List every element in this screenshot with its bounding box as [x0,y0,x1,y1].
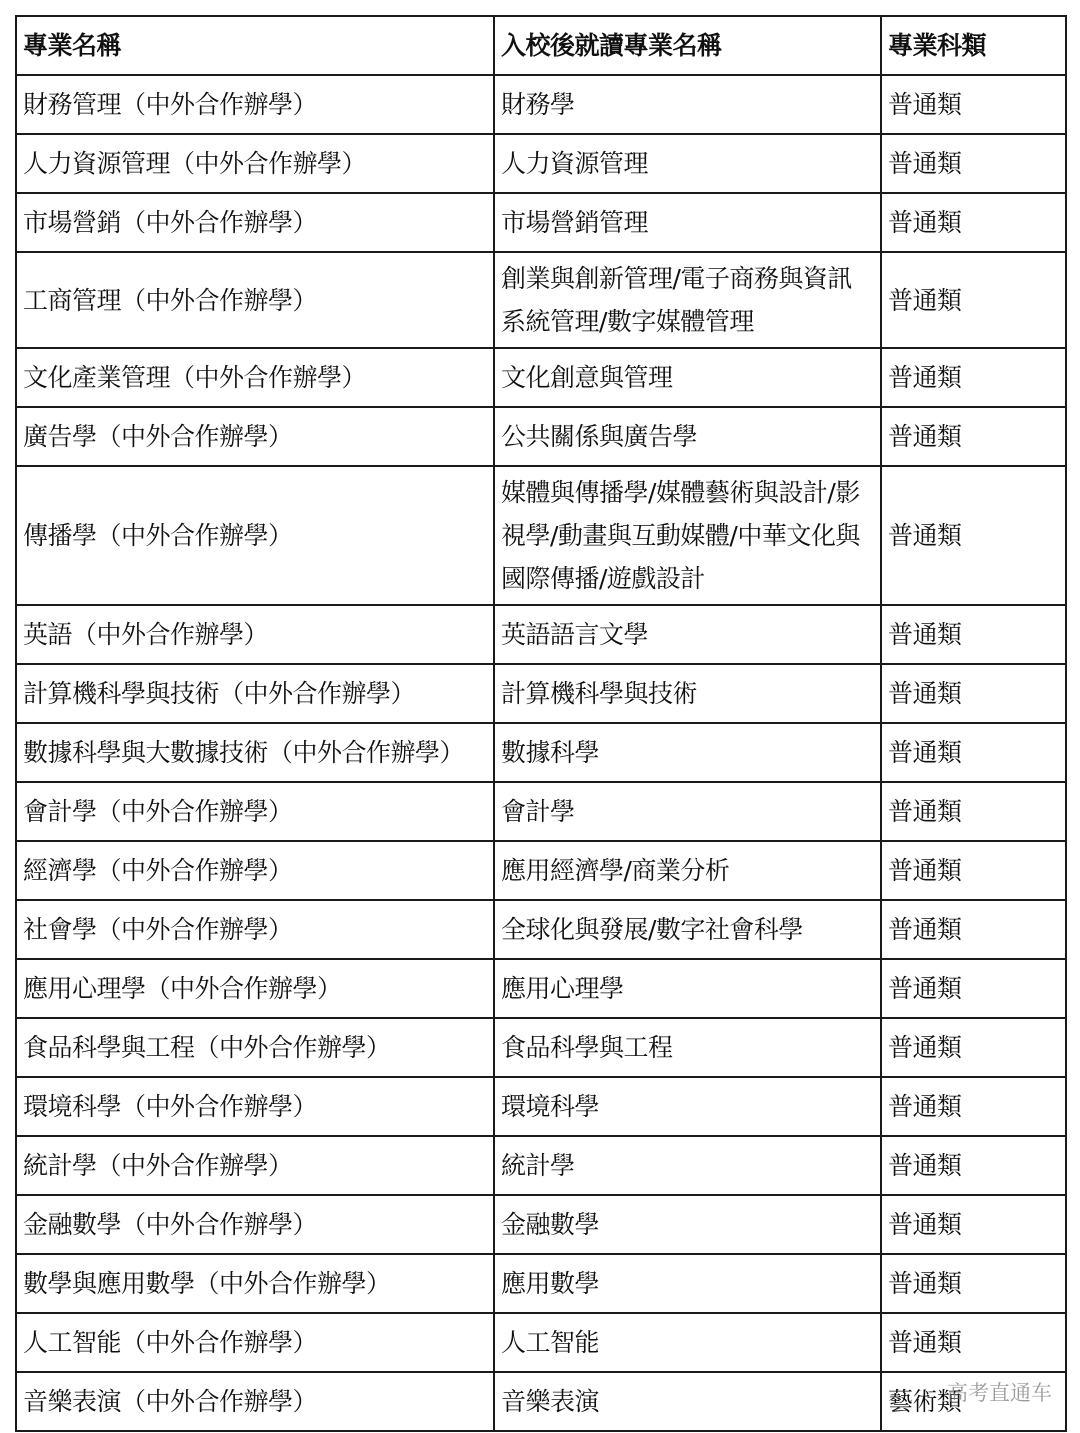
major-name-cell: 社會學（中外合作辦學） [16,900,494,959]
enrolled-major-cell: 人工智能 [494,1313,881,1372]
table-row [16,1313,1066,1372]
enrolled-major-cell: 創業與創新管理/電子商務與資訊系統管理/數字媒體管理 [494,252,881,348]
table-row [16,75,1066,134]
category-cell: 普通類 [881,1313,1066,1372]
table-row [16,841,1066,900]
enrolled-major-cell: 食品科學與工程 [494,1018,881,1077]
table-row [16,782,1066,841]
table-row [16,252,1066,348]
table-row [16,664,1066,723]
major-name-cell: 廣告學（中外合作辦學） [16,407,494,466]
enrolled-major-cell: 會計學 [494,782,881,841]
table-row [16,1254,1066,1313]
enrolled-major-cell: 公共關係與廣告學 [494,407,881,466]
table-row [16,348,1066,407]
header-enrolled-major-name: 入校後就讀專業名稱 [494,16,881,75]
major-name-cell: 計算機科學與技術（中外合作辦學） [16,664,494,723]
table-row [16,1018,1066,1077]
major-name-cell: 經濟學（中外合作辦學） [16,841,494,900]
category-cell: 普通類 [881,841,1066,900]
major-name-cell: 數據科學與大數據技術（中外合作辦學） [16,723,494,782]
major-name-cell: 會計學（中外合作辦學） [16,782,494,841]
major-name-cell: 應用心理學（中外合作辦學） [16,959,494,1018]
table-row [16,1136,1066,1195]
category-cell: 普通類 [881,723,1066,782]
category-cell: 普通類 [881,900,1066,959]
category-cell: 普通類 [881,605,1066,664]
table-row [16,1372,1066,1431]
table-row [16,193,1066,252]
major-name-cell: 金融數學（中外合作辦學） [16,1195,494,1254]
major-name-cell: 環境科學（中外合作辦學） [16,1077,494,1136]
category-cell: 普通類 [881,252,1066,348]
watermark-text: 高考直通车 [947,1381,1052,1405]
major-name-cell: 工商管理（中外合作辦學） [16,252,494,348]
header-major-name: 專業名稱 [16,16,494,75]
table-row [16,605,1066,664]
table-row [16,959,1066,1018]
category-cell: 普通類 [881,1018,1066,1077]
category-cell: 普通類 [881,782,1066,841]
category-cell: 普通類 [881,1195,1066,1254]
category-cell: 普通類 [881,1254,1066,1313]
major-name-cell: 文化產業管理（中外合作辦學） [16,348,494,407]
major-name-cell: 市場營銷（中外合作辦學） [16,193,494,252]
enrolled-major-cell: 數據科學 [494,723,881,782]
major-name-cell: 數學與應用數學（中外合作辦學） [16,1254,494,1313]
category-cell: 普通類 [881,959,1066,1018]
enrolled-major-cell: 市場營銷管理 [494,193,881,252]
major-name-cell: 人力資源管理（中外合作辦學） [16,134,494,193]
major-name-cell: 傳播學（中外合作辦學） [16,466,494,605]
enrolled-major-cell: 應用經濟學/商業分析 [494,841,881,900]
category-cell: 普通類 [881,193,1066,252]
enrolled-major-cell: 統計學 [494,1136,881,1195]
header-major-category: 專業科類 [881,16,1066,75]
category-cell: 普通類 [881,1077,1066,1136]
category-cell: 普通類 [881,466,1066,605]
table-row [16,900,1066,959]
majors-table [15,15,1067,1432]
enrolled-major-cell: 文化創意與管理 [494,348,881,407]
enrolled-major-cell: 人力資源管理 [494,134,881,193]
enrolled-major-cell: 金融數學 [494,1195,881,1254]
category-cell: 藝術類 [881,1372,1066,1431]
table-row [16,466,1066,605]
table-row [16,134,1066,193]
category-cell: 普通類 [881,75,1066,134]
table-row [16,1195,1066,1254]
major-name-cell: 音樂表演（中外合作辦學） [16,1372,494,1431]
enrolled-major-cell: 媒體與傳播學/媒體藝術與設計/影視學/動畫與互動媒體/中華文化與國際傳播/遊戲設計 [494,466,881,605]
category-cell: 普通類 [881,407,1066,466]
major-name-cell: 財務管理（中外合作辦學） [16,75,494,134]
enrolled-major-cell: 應用心理學 [494,959,881,1018]
category-cell: 普通類 [881,134,1066,193]
major-name-cell: 人工智能（中外合作辦學） [16,1313,494,1372]
table-header-row [16,16,1066,75]
category-cell: 普通類 [881,348,1066,407]
enrolled-major-cell: 環境科學 [494,1077,881,1136]
enrolled-major-cell: 全球化與發展/數字社會科學 [494,900,881,959]
major-name-cell: 食品科學與工程（中外合作辦學） [16,1018,494,1077]
table-row [16,407,1066,466]
table-row [16,1077,1066,1136]
enrolled-major-cell: 應用數學 [494,1254,881,1313]
category-cell: 普通類 [881,1136,1066,1195]
table-row [16,723,1066,782]
enrolled-major-cell: 計算機科學與技術 [494,664,881,723]
major-name-cell: 統計學（中外合作辦學） [16,1136,494,1195]
category-cell: 普通類 [881,664,1066,723]
enrolled-major-cell: 音樂表演 [494,1372,881,1431]
major-name-cell: 英語（中外合作辦學） [16,605,494,664]
enrolled-major-cell: 英語語言文學 [494,605,881,664]
enrolled-major-cell: 財務學 [494,75,881,134]
